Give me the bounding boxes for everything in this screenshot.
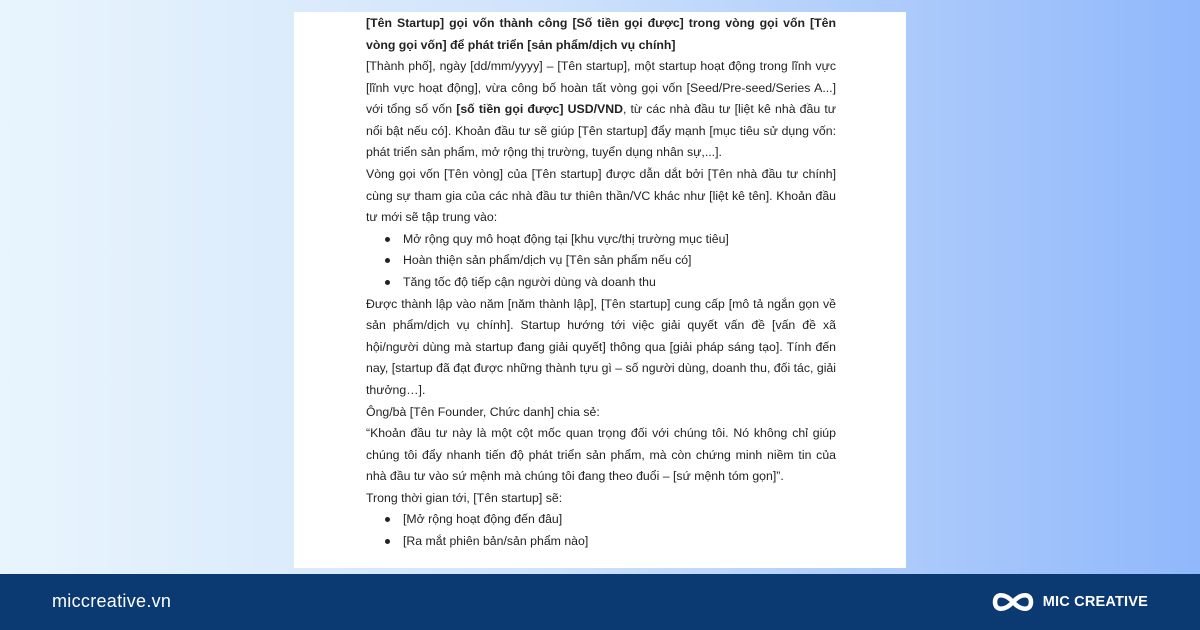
website-link[interactable]: miccreative.vn bbox=[52, 591, 172, 611]
paragraph-intro-amount: [số tiền gọi được] USD/VND bbox=[456, 102, 623, 117]
brand-logo bbox=[991, 587, 1148, 617]
infinity-logo-icon bbox=[991, 587, 1035, 617]
list-item: [Mở rộng hoạt động đến đâu] bbox=[366, 509, 836, 531]
paragraph-quote: “Khoản đầu tư này là một cột mốc quan trọng đối với chúng tôi. Nó không chỉ giúp chúng tôi đẩy nhanh tiến độ phát triển sản phẩm, mà còn chứng minh niềm tin của nhà đầu tư vào sứ mệnh mà chúng tôi đang theo đuổi – [sứ mệnh tóm gọn]”. bbox=[366, 426, 836, 484]
focus-list bbox=[366, 229, 836, 294]
paragraph-intro-part1: [Thành phố], ngày [dd/mm/yyyy] – [Tên startup], một startup hoạt động trong lĩnh vực [lĩnh vực hoạt động], vừa công bố hoàn tất vòng gọi vốn [Seed/Pre-seed/Series A...] với tổng số vốn bbox=[366, 59, 836, 117]
list-item: Tăng tốc độ tiếp cận người dùng và doanh thu bbox=[366, 272, 836, 294]
document-title: [Tên Startup] gọi vốn thành công [Số tiền gọi được] trong vòng gọi vốn [Tên vòng gọi vốn] để phát triển [sản phẩm/dịch vụ chính] bbox=[366, 16, 836, 52]
list-item: Hoàn thiện sản phẩm/dịch vụ [Tên sản phẩm nếu có] bbox=[366, 250, 836, 272]
plans-list bbox=[366, 509, 836, 552]
list-item: [Ra mắt phiên bản/sản phẩm nào] bbox=[366, 531, 836, 553]
footer-bar bbox=[0, 574, 1200, 630]
paragraph-founder: Ông/bà [Tên Founder, Chức danh] chia sẻ: bbox=[366, 404, 600, 419]
paragraph-intro-part2: , từ các nhà đầu tư [liệt kê nhà đầu tư nổi bật nếu có]. Khoản đầu tư sẽ giúp [Tên startup] đẩy mạnh [mục tiêu sử dụng vốn: phát triển sản phẩm, mở rộng thị trường, tuyển dụng nhân sự,...]. bbox=[366, 102, 836, 160]
list-item: Mở rộng quy mô hoạt động tại [khu vực/thị trường mục tiêu] bbox=[366, 229, 836, 251]
brand-name: MIC CREATIVE bbox=[1042, 594, 1148, 610]
paragraph-intro bbox=[366, 56, 836, 164]
paragraph-next: Trong thời gian tới, [Tên startup] sẽ: bbox=[366, 490, 563, 505]
paragraph-round: Vòng gọi vốn [Tên vòng] của [Tên startup] được dẫn dắt bởi [Tên nhà đầu tư chính] cùng sự tham gia của các nhà đầu tư thiên thần/VC khác như [liệt kê tên]. Khoản đầu tư mới sẽ tập trung vào: bbox=[366, 166, 836, 225]
document-page bbox=[294, 12, 906, 568]
paragraph-about: Được thành lập vào năm [năm thành lập], [Tên startup] cung cấp [mô tả ngắn gọn về sản phẩm/dịch vụ chính]. Startup hướng tới việc giải quyết vấn đề [vấn đề xã hội/người dùng mà startup đang giải quyết] thông qua [giải pháp sáng tạo]. Tính đến nay, [startup đã đạt được những thành tựu gì – số người dùng, doanh thu, đối tác, giải thưởng…]. bbox=[366, 296, 836, 397]
